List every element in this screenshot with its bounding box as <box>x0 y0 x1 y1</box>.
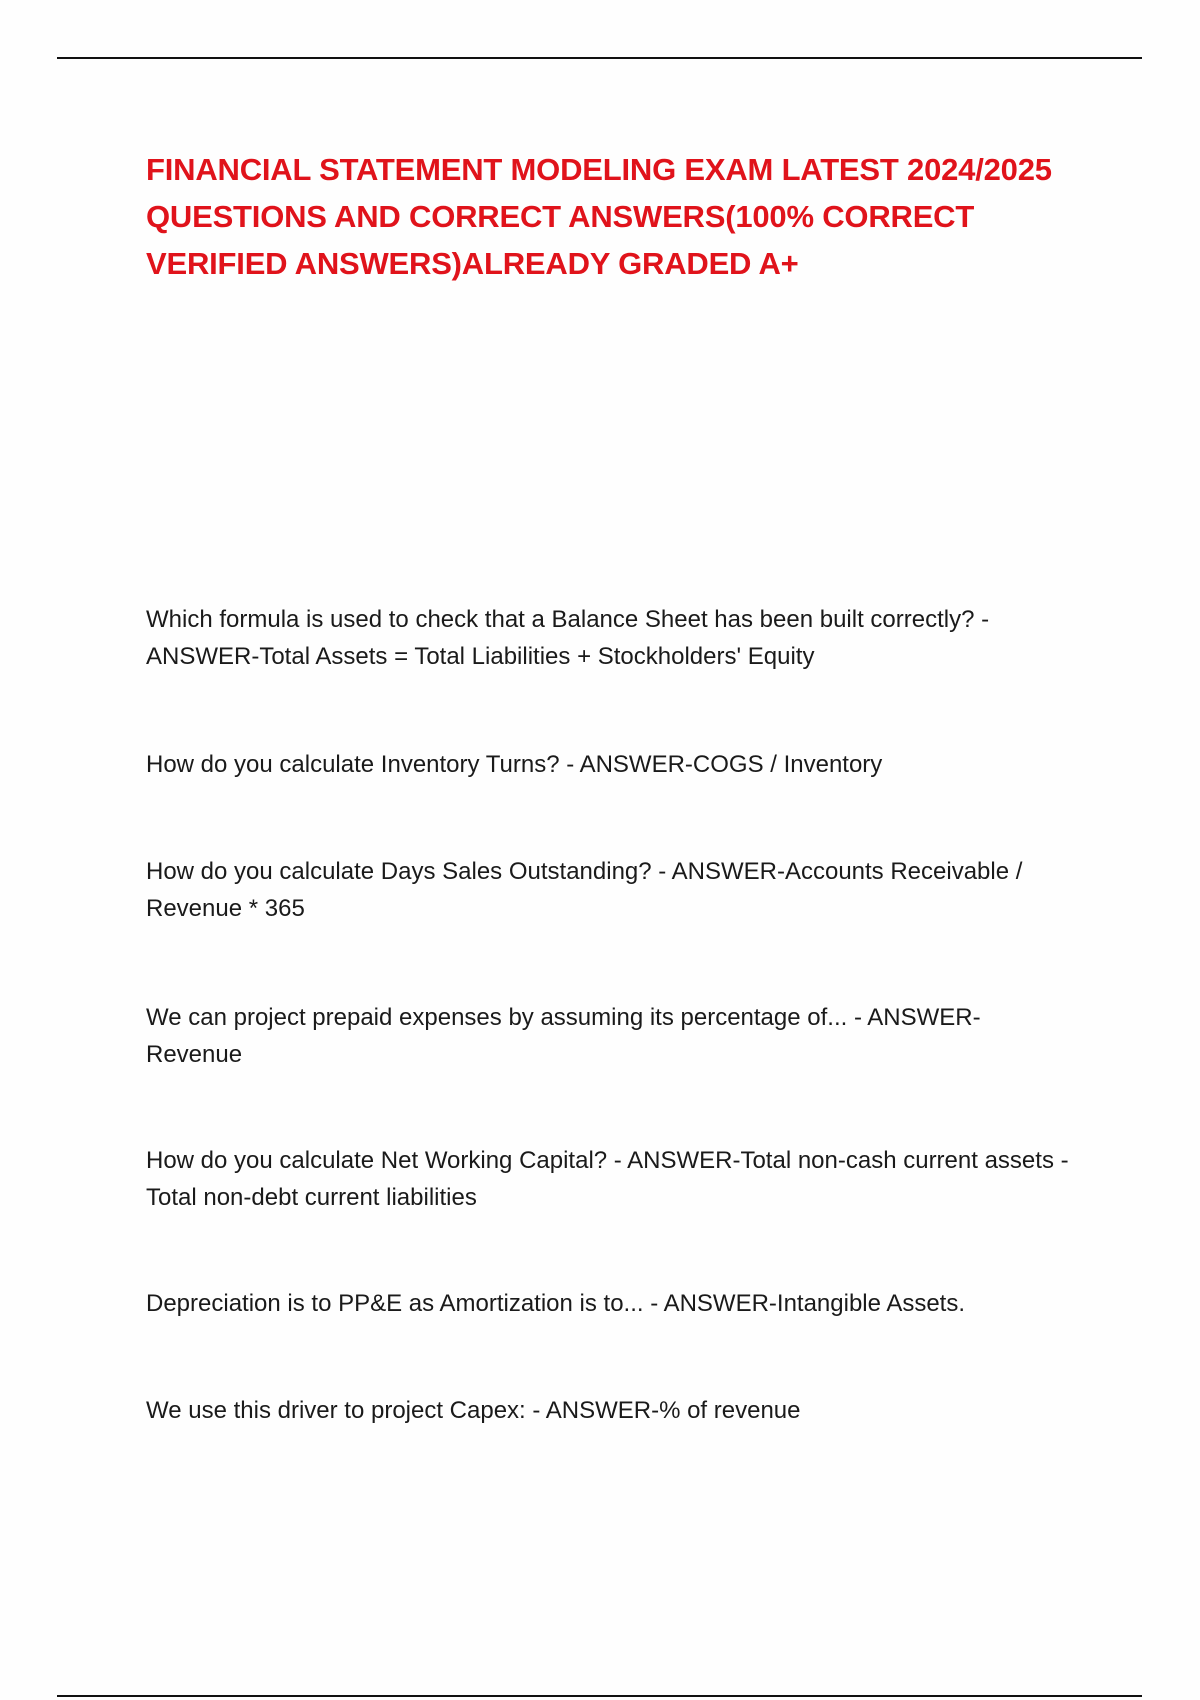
question-text: We can project prepaid expenses by assuming its percentage of... - <box>146 1004 862 1031</box>
answer-text: ANSWER-Revenue <box>146 1004 981 1068</box>
answer-text: ANSWER-Intangible Assets. <box>663 1290 966 1317</box>
qa-item <box>146 746 1076 783</box>
question-text: How do you calculate Net Working Capital? - <box>146 1147 622 1174</box>
question-text: Which formula is used to check that a Balance Sheet has been built correctly? - <box>146 606 990 633</box>
answer-text: ANSWER-Accounts Receivable / Revenue * 365 <box>146 858 1023 922</box>
question-text: How do you calculate Days Sales Outstanding? - <box>146 858 667 885</box>
bottom-divider <box>57 1695 1142 1697</box>
top-divider <box>57 57 1142 59</box>
question-text: Depreciation is to PP&E as Amortization is to... - <box>146 1290 659 1317</box>
document-title: FINANCIAL STATEMENT MODELING EXAM LATEST 2024/2025 QUESTIONS AND CORRECT ANSWERS(100% CORRECT VERIFIED ANSWERS)ALREADY GRADED A+ <box>146 152 1052 281</box>
qa-item <box>146 999 1076 1073</box>
qa-item <box>146 1142 1076 1216</box>
qa-item <box>146 601 1076 675</box>
answer-text: ANSWER-% of revenue <box>545 1397 801 1424</box>
question-text: How do you calculate Inventory Turns? - <box>146 751 575 778</box>
qa-item <box>146 1285 1076 1322</box>
qa-item <box>146 1392 1076 1429</box>
question-text: We use this driver to project Capex: - <box>146 1397 541 1424</box>
answer-text: ANSWER-Total Assets = Total Liabilities + Stockholders' Equity <box>146 643 815 670</box>
qa-item <box>146 853 1076 927</box>
answer-text: ANSWER-COGS / Inventory <box>579 751 883 778</box>
answer-text: ANSWER-Total non-cash current assets - Total non-debt current liabilities <box>146 1147 1069 1211</box>
